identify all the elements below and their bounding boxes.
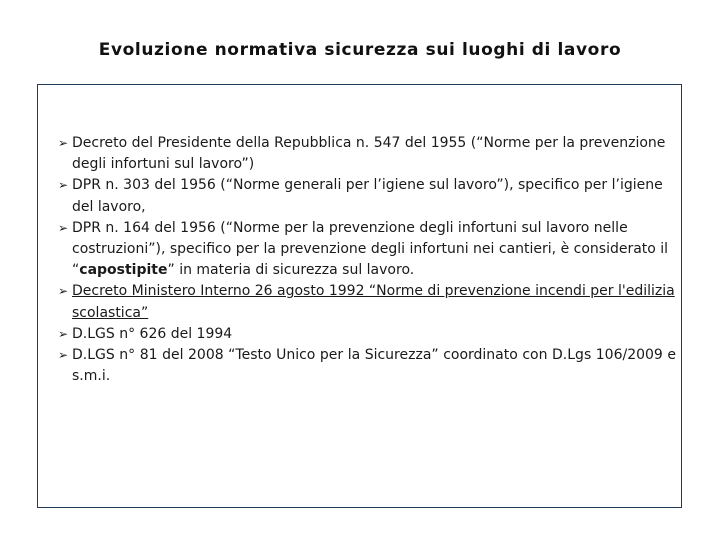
arrow-bullet-icon: ➢ bbox=[58, 178, 69, 193]
arrow-bullet-icon: ➢ bbox=[58, 348, 69, 363]
bullet-item-dm-1992 bbox=[58, 281, 676, 323]
bullet-text-before: DPR n. 164 del 1956 (“Norme per la prevenzione degli infortuni sul lavoro nelle costruzioni”), specifico per la prevenzione degli infortuni nei cantieri, è considerato il “ bbox=[72, 219, 669, 279]
bullet-item-dlgs-626 bbox=[58, 324, 676, 345]
arrow-bullet-icon: ➢ bbox=[58, 284, 69, 299]
arrow-bullet-icon: ➢ bbox=[58, 220, 69, 235]
bullet-text-after: ” in materia di sicurezza sul lavoro. bbox=[167, 262, 415, 279]
bullet-text-underlined: Decreto Ministero Interno 26 agosto 1992 “Norme di prevenzione incendi per l'edilizia scolastica” bbox=[72, 283, 675, 321]
bullet-text: DPR n. 303 del 1956 (“Norme generali per l’igiene sul lavoro”), specifico per l’igiene del lavoro, bbox=[72, 177, 663, 215]
arrow-bullet-icon: ➢ bbox=[58, 326, 69, 341]
bullet-item-dpr-547 bbox=[58, 133, 676, 175]
bullet-item-dpr-164 bbox=[58, 218, 676, 282]
bullet-text bbox=[72, 218, 676, 282]
bullet-item-dlgs-81 bbox=[58, 345, 676, 387]
bullet-list bbox=[58, 133, 676, 387]
capostipite-emphasis: capostipite bbox=[79, 262, 168, 279]
bullet-text: D.LGS n° 81 del 2008 “Testo Unico per la Sicurezza” coordinato con D.Lgs 106/2009 e s.m.i. bbox=[72, 347, 676, 385]
bullet-text: D.LGS n° 626 del 1994 bbox=[72, 325, 233, 342]
bullet-item-dpr-303 bbox=[58, 175, 676, 217]
bullet-text: Decreto del Presidente della Repubblica n. 547 del 1955 (“Norme per la prevenzione degli infortuni sul lavoro”) bbox=[72, 135, 666, 173]
arrow-bullet-icon: ➢ bbox=[58, 136, 69, 150]
slide-title: Evoluzione normativa sicurezza sui luoghi di lavoro bbox=[98, 40, 622, 60]
